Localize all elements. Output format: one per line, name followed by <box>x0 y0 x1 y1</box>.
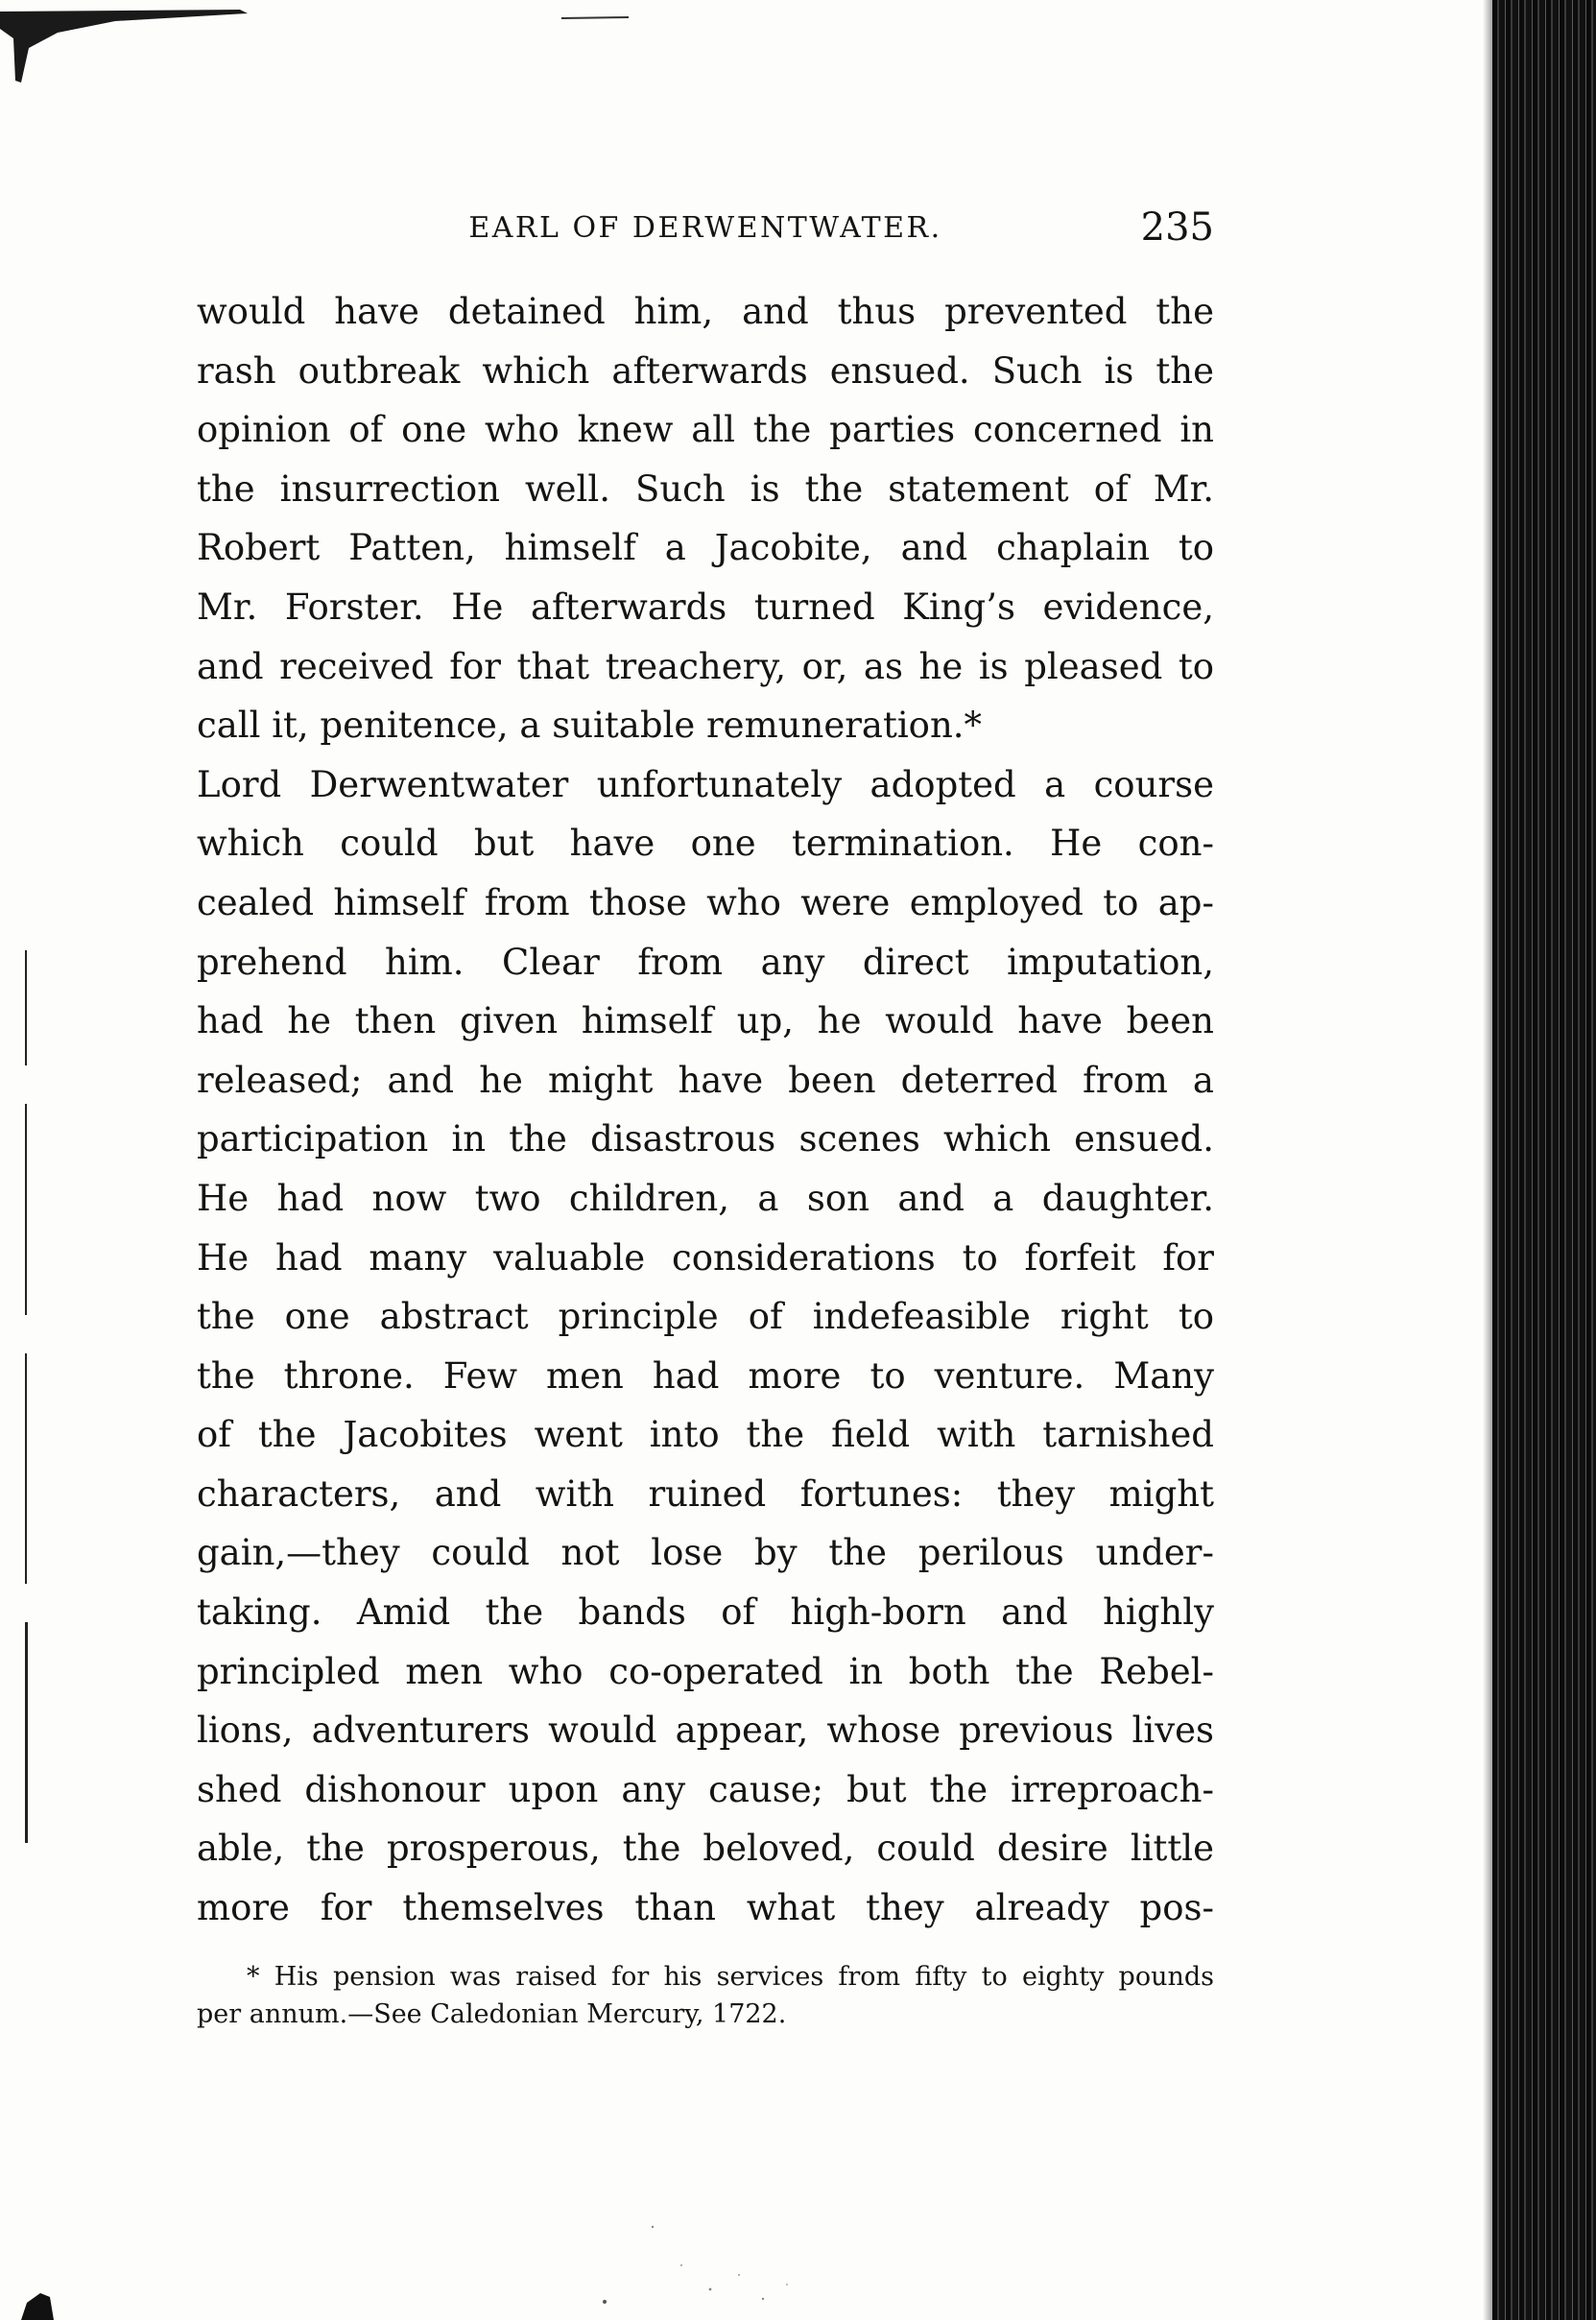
text-line: would have detained him, and thus prevented the <box>197 291 1214 332</box>
text-line: gain,—they could not lose by the perilous under- <box>197 1532 1214 1574</box>
text-line: opinion of one who knew all the parties concerned in <box>197 409 1214 451</box>
ink-smudge-top-left <box>0 0 269 86</box>
running-title: EARL OF DERWENTWATER. <box>468 211 942 245</box>
text-line: prehend him. Clear from any direct imputation, <box>197 941 1214 983</box>
footnote <box>197 1958 1214 2033</box>
text-line: taking. Amid the bands of high-born and highly <box>197 1591 1214 1634</box>
footnote-line: per annum.—See Caledonian Mercury, 1722. <box>197 1999 787 2029</box>
text-line: which could but have one termination. He con- <box>197 823 1214 865</box>
body-text <box>197 282 1214 1938</box>
running-head <box>197 205 1214 253</box>
text-line: call it, penitence, a suitable remuneration.* <box>197 705 983 747</box>
text-line: had he then given himself up, he would have been <box>197 1000 1214 1042</box>
text-line: lions, adventurers would appear, whose previous lives <box>197 1710 1214 1752</box>
text-line: the insurrection well. Such is the statement of Mr. <box>197 467 1214 510</box>
text-line: principled men who co-operated in both the Rebel- <box>197 1650 1214 1692</box>
text-line: He had many valuable considerations to forfeit for <box>197 1236 1214 1279</box>
text-line: released; and he might have been deterred from a <box>197 1059 1214 1101</box>
paper-specks <box>595 2208 835 2313</box>
text-line: the throne. Few men had more to venture. Many <box>197 1354 1214 1397</box>
book-binding-edge <box>1492 0 1596 2320</box>
text-line: participation in the disastrous scenes which ensued. <box>197 1118 1214 1160</box>
text-line: rash outbreak which afterwards ensued. Such is the <box>197 349 1214 392</box>
text-line: He had now two children, a son and a daughter. <box>197 1177 1214 1219</box>
text-line: cealed himself from those who were employed to ap- <box>197 881 1214 923</box>
text-line: Lord Derwentwater unfortunately adopted a course <box>197 763 1214 805</box>
ink-smudge-top-center <box>561 13 629 21</box>
margin-rule-line <box>25 950 29 1843</box>
text-line: shed dishonour upon any cause; but the irreproach- <box>197 1768 1214 1810</box>
text-line: characters, and with ruined fortunes: they might <box>197 1472 1214 1515</box>
footnote-line: * His pension was raised for his services from fifty to eighty pounds <box>247 1962 1214 1992</box>
text-line: Robert Patten, himself a Jacobite, and chaplain to <box>197 527 1214 569</box>
text-line: the one abstract principle of indefeasible right to <box>197 1296 1214 1338</box>
ink-mark-bottom-left <box>21 2289 54 2320</box>
text-line: more for themselves than what they already pos- <box>197 1887 1214 1929</box>
text-line: and received for that treachery, or, as he is pleased to <box>197 645 1214 687</box>
text-line: able, the prosperous, the beloved, could desire little <box>197 1828 1214 1870</box>
text-line: Mr. Forster. He afterwards turned King’s evidence, <box>197 586 1214 628</box>
text-line: of the Jacobites went into the field with tarnished <box>197 1414 1214 1456</box>
page-number: 235 <box>1140 205 1214 250</box>
